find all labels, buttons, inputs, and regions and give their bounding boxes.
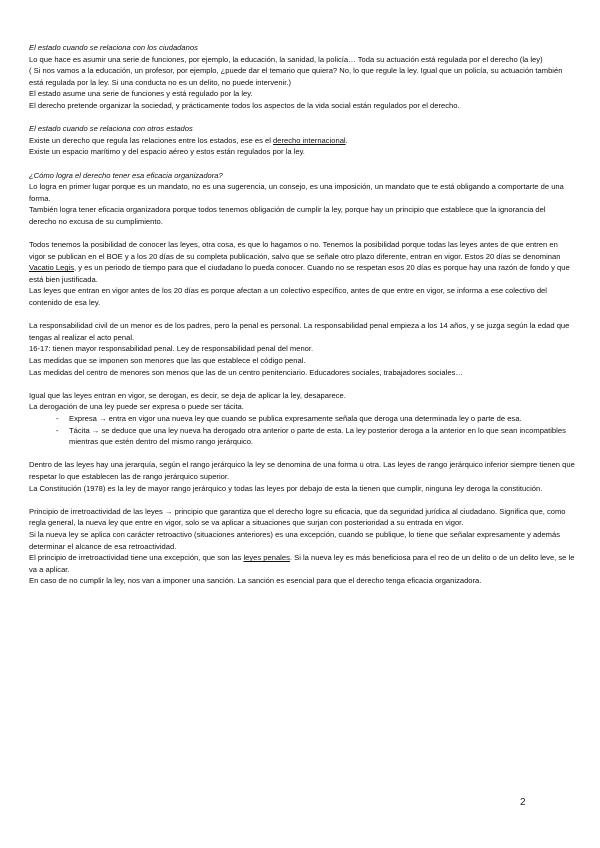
paragraph: El derecho pretende organizar la sociedad, y prácticamente todos los aspectos de la vida social están regulados por el derecho. — [29, 100, 460, 110]
paragraph: Principio de irretroactividad de las leyes → principio que garantiza que el derecho logre su eficacia, que da seguridad jurídica al ciudadano. Significa que, como regla general, la nueva ley que entre en vigor, solo se va aplicar a situaciones que surjan con posterioridad a su entrada en vigor. — [29, 506, 566, 528]
paragraph: La responsabilidad civil de un menor es de los padres, pero la penal es personal. La responsabilidad penal empieza a los 14 años, y se juzga según la edad que tengas al realizar el acto penal. — [29, 321, 570, 342]
section-citizens — [29, 42, 575, 112]
page-number: 2 — [520, 797, 526, 808]
bullet-dash: - — [56, 425, 59, 435]
paragraph: Igual que las leyes entran en vigor, se derogan, es decir, se deja de aplicar la ley, desaparece. — [29, 390, 346, 400]
paragraph: Las leyes que entran en vigor antes de los 20 días es porque afectan a un colectivo específico, antes de que entre en vigor, se informa a ese colectivo del contenido de esa ley. — [29, 286, 547, 308]
paragraph: Las medidas que se imponen son menores que las que establece el código penal. — [29, 356, 306, 366]
section-derogation — [29, 390, 575, 448]
section-other-states — [29, 123, 575, 158]
section-hierarchy — [29, 459, 575, 494]
paragraph: Existe un derecho que regula las relaciones entre los estados, ese es el derecho internacional. — [29, 135, 348, 145]
underlined-term: Vacatio Legis — [29, 263, 75, 273]
paragraph: Dentro de las leyes hay una jerarquía, según el rango jerárquico la ley se denomina de una forma u otra. Las leyes de rango jerárquico inferior siempre tienen que respetar lo que establecen las de rango jerárquico superior. — [29, 460, 575, 481]
document-body — [29, 42, 575, 599]
section-irretroactivity — [29, 506, 575, 587]
paragraph: También logra tener eficacia organizadora porque todos tenemos obligación de cumplir la ley, porque hay un principio que establece que la ignorancia del derecho no excusa de su cumplimiento. — [29, 205, 546, 226]
section-vacatio-legis — [29, 239, 575, 309]
section-minors — [29, 320, 575, 378]
paragraph: El principio de irretroactividad tiene una excepción, que son las leyes penales. Si la nueva ley es más beneficiosa para el reo de un delito o de un delito leve, se le va a aplicar. — [29, 553, 575, 574]
paragraph: Si la nueva ley se aplica con carácter retroactivo (situaciones anteriores) es una excepción, cuando se publique, lo tiene que señalar expresamente y además determinar el alcance de esa retroactividad. — [29, 529, 561, 551]
section-efficacy — [29, 170, 575, 228]
paragraph: La Constitución (1978) es la ley de mayor rango jerárquico y todas las leyes por debajo de esta la tienen que cumplir, ninguna ley deroga la constitución. — [29, 483, 543, 493]
paragraph: Todos tenemos la posibilidad de conocer las leyes, otra cosa, es que lo hagamos o no. Tenemos la posibilidad porque todas las leyes antes de que entren en vigor se publican en el BOE y a los 20 días de su completa publicación, salvo que se señale otro plazo diferente, entran en vigor. Estos 20 días se denominan Vacatio Legis, y es un periodo de tiempo para que el ciudadano lo pueda conocer. Cuando no se respetan esos 20 días es porque hay una razón de fondo y que está bien justificada. — [29, 240, 570, 284]
paragraph: Lo logra en primer lugar porque es un mandato, no es una sugerencia, un consejo, es una imposición, un mandato que te está obligando a comportarte de una forma. — [29, 182, 564, 203]
section-heading: El estado cuando se relaciona con otros estados — [29, 124, 193, 134]
paragraph: Lo que hace es asumir una serie de funciones, por ejemplo, la educación, la sanidad, la policía… Toda su actuación está regulada por el derecho (la ley) — [29, 54, 543, 64]
underlined-term: derecho internacional — [273, 135, 346, 145]
paragraph: 16-17: tienen mayor responsabilidad penal. Ley de responsabilidad penal del menor. — [29, 344, 314, 354]
paragraph: El estado asume una serie de funciones y está regulado por la ley. — [29, 89, 253, 99]
underlined-term: leyes penales — [243, 553, 290, 563]
section-heading: El estado cuando se relaciona con los ciudadanos — [29, 43, 198, 52]
paragraph: ( Si nos vamos a la educación, un profesor, por ejemplo, ¿puede dar el temario que quiera? No, lo que regule la ley. Igual que un policía, su actuación también está regulada por la ley. Si una conducta no es un delito, no puede intervenir.) — [29, 66, 563, 87]
paragraph: Las medidas del centro de menores son menos que las de un centro penitenciario. Educadores sociales, trabajadores sociales… — [29, 367, 463, 377]
list-item: - Expresa → entra en vigor una nueva ley que cuando se publica expresamente señala que deroga una determinada ley o parte de esa. — [56, 414, 522, 423]
bullet-dash: - — [56, 414, 59, 423]
list-item: - Tácita → se deduce que una ley nueva ha derogado otra anterior o parte de esta. La ley posterior deroga a la anterior en lo que sean incompatibles mientras que estén dentro del mismo rango jerárquico. — [56, 425, 566, 447]
paragraph: En caso de no cumplir la ley, nos van a imponer una sanción. La sanción es esencial para que el derecho tenga eficacia organizadora. — [29, 576, 482, 586]
paragraph: Existe un espacio marítimo y del espacio aéreo y estos están regulados por la ley. — [29, 147, 305, 157]
paragraph: La derogación de una ley puede ser expresa o puede ser tácita. — [29, 402, 244, 412]
derogation-list — [29, 413, 575, 448]
section-heading: ¿Cómo logra el derecho tener esa eficacia organizadora? — [29, 170, 223, 180]
